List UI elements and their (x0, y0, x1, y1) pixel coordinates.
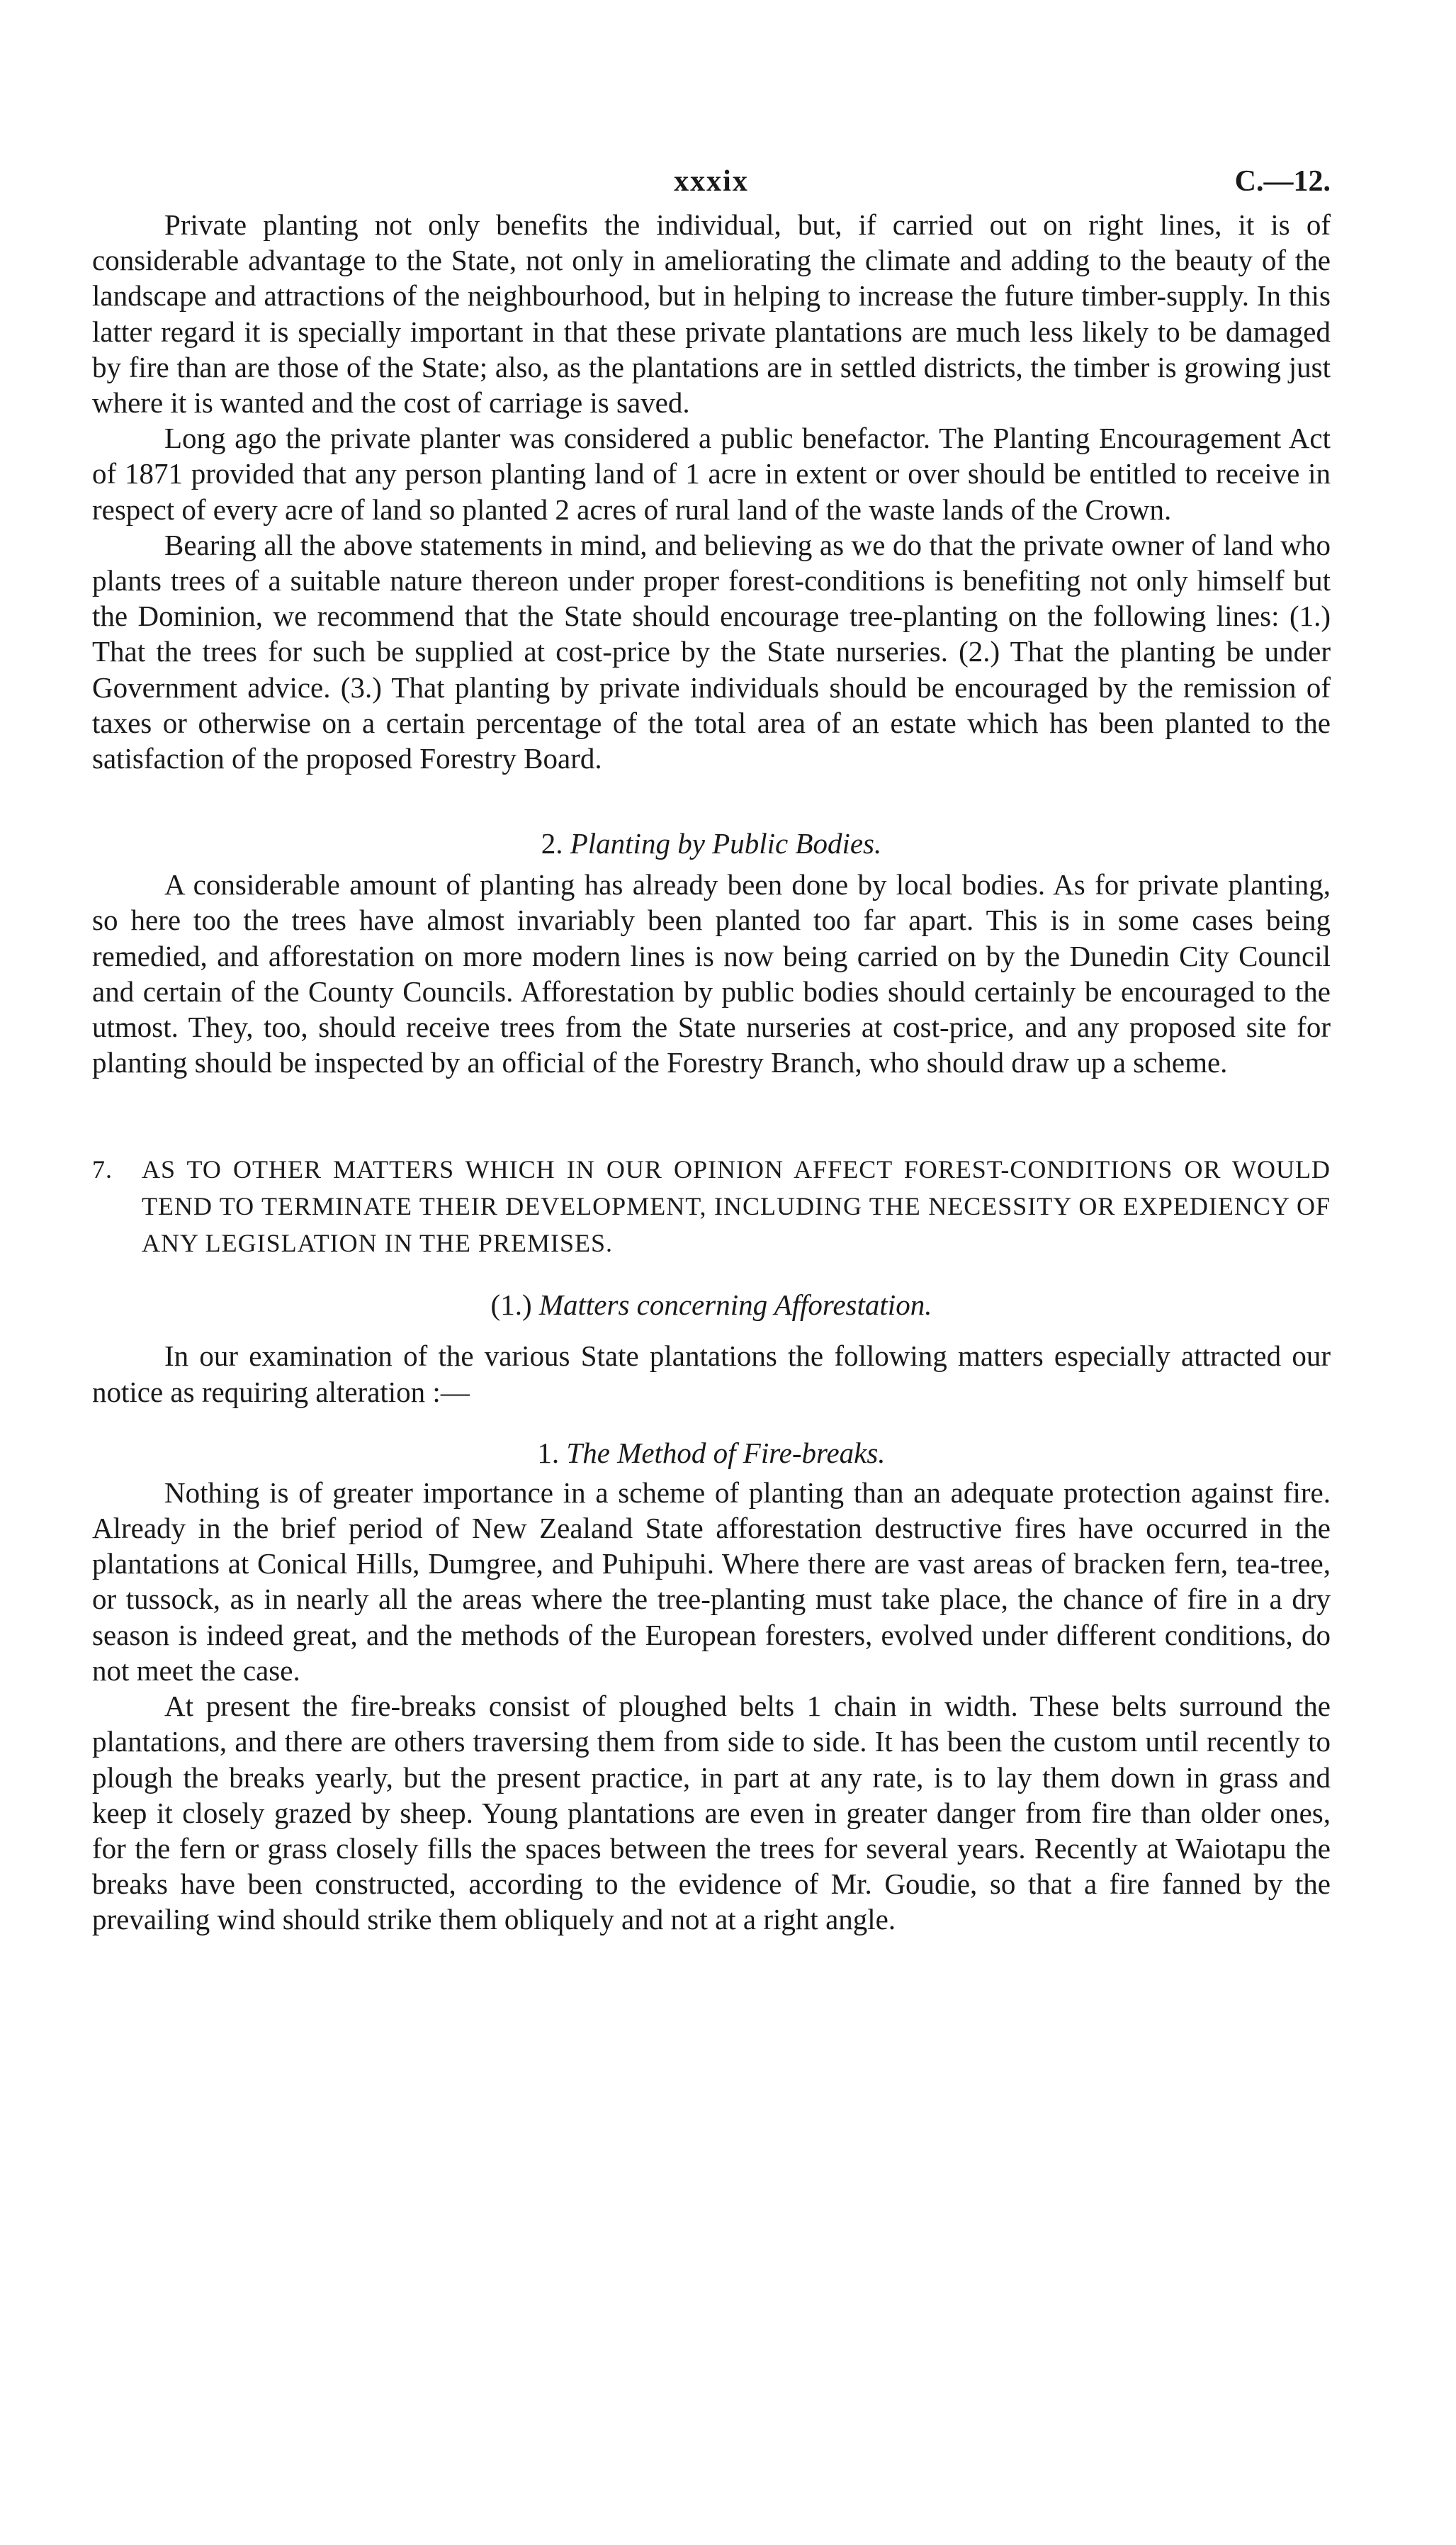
subsection-number: 1. (537, 1436, 560, 1469)
subsection-heading (92, 1287, 1331, 1322)
subsection-heading (92, 826, 1331, 861)
subsection-title: Planting by Public Bodies. (570, 827, 882, 860)
section-number: 7. (92, 1155, 113, 1184)
section-heading-text: AS TO OTHER MATTERS WHICH IN OUR OPINION AFFECT FOREST-CONDITIONS OR WOULD TEND TO TERMINATE THEIR DEVELOPMENT, INCLUDING THE NECESSITY OR EXPEDIENCY OF ANY LEGISLATION IN THE PREMISES. (142, 1155, 1331, 1258)
body-paragraph: A considerable amount of planting has already been done by local bodies. As for private planting, so here too the trees have almost invariably been planted too far apart. This is in some cases being remedied, and afforestation on more modern lines is now being carried on by the Dunedin City Council and certain of the County Councils. Afforestation by public bodies should certainly be encouraged to the utmost. They, too, should receive trees from the State nurseries at cost-price, and any proposed site for planting should be inspected by an official of the Forestry Branch, who should draw up a scheme. (92, 868, 1331, 1079)
document-reference: C.—12. (1234, 165, 1331, 198)
section-seven (92, 1151, 1331, 1937)
body-paragraph: In our examination of the various State plantations the following matters especially attracted our notice as requiring alteration :— (92, 1339, 1331, 1408)
page-number: xxxix (674, 165, 749, 198)
document-page (92, 164, 1331, 1938)
running-header (92, 164, 1331, 207)
section-heading (92, 1151, 1331, 1262)
body-paragraph: Nothing is of greater importance in a scheme of planting than an adequate protection against fire. Already in the brief period of New Zealand State afforestation destructive fires have occurred in the plantations at Conical Hills, Dumgree, and Puhipuhi. Where there are vast areas of bracken fern, tea-tree, or tussock, as in nearly all the areas where the tree-planting must take place, the chance of fire in a dry season is indeed great, and the methods of the European foresters, evolved under different conditions, do not meet the case. (92, 1476, 1331, 1687)
subsection-heading (92, 1435, 1331, 1471)
subsection-title: The Method of Fire-breaks. (566, 1436, 886, 1469)
body-paragraph: Long ago the private planter was considered a public benefactor. The Planting Encouragement Act of 1871 provided that any person planting land of 1 acre in extent or over should be entitled to receive in respect of every acre of land so planted 2 acres of rural land of the waste lands of the Crown. (92, 422, 1331, 526)
private-planting-section (92, 207, 1331, 776)
body-paragraph: At present the fire-breaks consist of ploughed belts 1 chain in width. These belts surround the plantations, and there are others traversing them from side to side. It has been the custom until recently to plough the breaks yearly, but the present practice, in part at any rate, is to lay them down in grass and keep it closely grazed by sheep. Young plantations are even in greater danger from fire than older ones, for the fern or grass closely fills the spaces between the trees for several years. Recently at Waiotapu the breaks have been constructed, according to the evidence of Mr. Goudie, so that a fire fanned by the prevailing wind should strike them obliquely and not at a right angle. (92, 1690, 1331, 1936)
subsection-number: 2. (541, 827, 563, 860)
subsection-number: (1.) (490, 1288, 532, 1322)
public-bodies-section (92, 826, 1331, 1080)
body-paragraph: Private planting not only benefits the individual, but, if carried out on right lines, it is of considerable advantage to the State, not only in ameliorating the climate and adding to the beauty of the landscape and attractions of the neighbourhood, but in helping to increase the future timber-supply. In this latter regard it is specially important in that these private plantations are much less likely to be damaged by fire than are those of the State; also, as the plantations are in settled districts, the timber is growing just where it is wanted and the cost of carriage is saved. (92, 208, 1331, 420)
body-paragraph: Bearing all the above statements in mind, and believing as we do that the private owner of land who plants trees of a suitable nature thereon under proper forest-conditions is benefiting not only himself but the Dominion, we recommend that the State should encourage tree-planting on the following lines: (1.) That the trees for such be supplied at cost-price by the State nurseries. (2.) That the planting be under Government advice. (3.) That planting by private individuals should be encouraged by the remission of taxes or otherwise on a certain percentage of the total area of an estate which has been planted to the satisfaction of the proposed Forestry Board. (92, 528, 1331, 775)
subsection-title: Matters concerning Afforestation. (538, 1288, 932, 1322)
